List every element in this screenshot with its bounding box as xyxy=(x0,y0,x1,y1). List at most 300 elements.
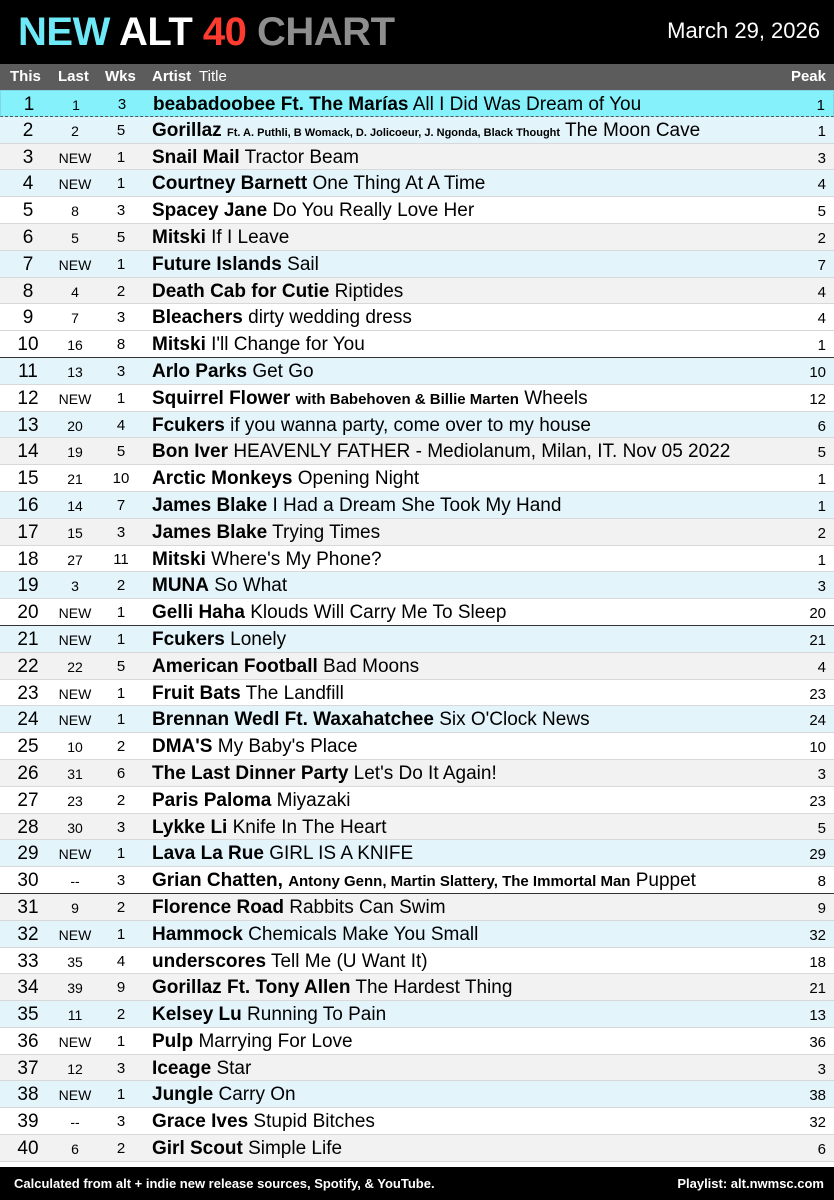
rank-this-week: 11 xyxy=(18,360,38,382)
rank-last-week: 21 xyxy=(67,471,83,488)
rank-this-week: 30 xyxy=(17,870,39,892)
song-title: Do You Really Love Her xyxy=(272,200,475,222)
rank-this-week: 17 xyxy=(17,521,39,543)
song-title: The Hardest Thing xyxy=(355,977,513,999)
table-row xyxy=(0,438,834,465)
song-title: So What xyxy=(214,575,288,597)
song-title: Puppet xyxy=(635,870,696,892)
weeks-on-chart: 1 xyxy=(116,711,126,729)
artist-name: James Blake xyxy=(152,521,268,543)
weeks-on-chart: 1 xyxy=(116,684,126,702)
artist-name: Arctic Monkeys xyxy=(152,468,293,490)
chart-title xyxy=(18,10,395,55)
peak-position: 3 xyxy=(817,578,826,596)
rank-last-week: 19 xyxy=(67,444,83,461)
artist-name: Squirrel Flower xyxy=(152,387,291,409)
table-row xyxy=(0,1081,834,1108)
weeks-on-chart: 5 xyxy=(116,228,126,246)
weeks-on-chart: 4 xyxy=(116,952,126,970)
song-entry xyxy=(152,200,474,222)
table-row xyxy=(0,814,834,841)
table-row xyxy=(0,170,834,197)
table-row xyxy=(0,599,834,626)
table-row xyxy=(0,197,834,224)
table-row xyxy=(0,948,834,975)
peak-position: 32 xyxy=(809,926,826,944)
table-row xyxy=(0,572,834,599)
artist-name: Grian Chatten, xyxy=(152,870,283,892)
peak-position: 10 xyxy=(809,363,826,381)
peak-position: 6 xyxy=(817,417,826,435)
artist-name: Iceage xyxy=(152,1057,212,1079)
song-title: Simple Life xyxy=(248,1138,343,1160)
song-entry xyxy=(152,307,412,329)
artist-name: Bon Iver xyxy=(152,441,229,463)
rank-this-week: 20 xyxy=(17,602,39,624)
song-entry xyxy=(152,1031,353,1053)
song-title: The Moon Cave xyxy=(565,119,701,141)
rank-last-week: 8 xyxy=(71,203,79,220)
rank-this-week: 35 xyxy=(17,1004,39,1026)
artist-name: Hammock xyxy=(152,923,243,945)
peak-position: 20 xyxy=(809,605,826,623)
rank-this-week: 3 xyxy=(22,146,34,168)
table-row xyxy=(0,760,834,787)
peak-position: 3 xyxy=(817,1060,826,1078)
featured-artists: Ft. A. Puthli, B Womack, D. Jolicoeur, J. Ngonda, Black Thought xyxy=(226,126,561,139)
weeks-on-chart: 1 xyxy=(116,148,126,166)
weeks-on-chart: 2 xyxy=(116,577,126,595)
song-title: Bad Moons xyxy=(323,655,420,677)
artist-name: Courtney Barnett xyxy=(152,173,308,195)
table-row xyxy=(0,680,834,707)
rank-last-week: NEW xyxy=(58,926,92,943)
artist-name: Lykke Li xyxy=(152,816,228,838)
weeks-on-chart: 9 xyxy=(116,979,126,997)
rank-last-week: 15 xyxy=(67,524,83,541)
weeks-on-chart: 3 xyxy=(117,96,127,113)
artist-name: MUNA xyxy=(152,575,209,597)
table-row xyxy=(0,1108,834,1135)
rank-last-week: 7 xyxy=(71,310,79,327)
song-title: Knife In The Heart xyxy=(232,816,387,838)
peak-position: 21 xyxy=(809,980,826,998)
featured-artists: Antony Genn, Martin Slattery, The Immortal Man xyxy=(288,873,631,891)
song-title: Six O'Clock News xyxy=(439,709,590,731)
song-title: Sail xyxy=(287,253,319,275)
weeks-on-chart: 1 xyxy=(116,175,126,193)
rank-last-week: 39 xyxy=(67,980,83,997)
title-alt: ALT xyxy=(118,10,193,54)
chart-date: March 29, 2026 xyxy=(667,18,820,43)
peak-position: 36 xyxy=(809,1033,826,1051)
song-entry xyxy=(152,683,344,705)
song-title: Let's Do It Again! xyxy=(353,762,497,784)
peak-position: 9 xyxy=(817,899,826,917)
rank-this-week: 32 xyxy=(17,923,39,945)
song-entry xyxy=(152,629,286,651)
weeks-on-chart: 7 xyxy=(116,496,126,514)
peak-position: 5 xyxy=(817,203,826,221)
rank-last-week: 35 xyxy=(67,953,83,970)
column-wks: Wks xyxy=(105,68,136,85)
rank-last-week: 31 xyxy=(67,765,83,782)
song-title: I'll Change for You xyxy=(211,334,365,356)
song-entry xyxy=(152,870,696,892)
rank-this-week: 36 xyxy=(17,1030,39,1052)
peak-position: 4 xyxy=(817,658,826,676)
artist-name: American Football xyxy=(152,655,318,677)
song-title: One Thing At A Time xyxy=(312,173,486,195)
artist-name: Death Cab for Cutie xyxy=(152,280,330,302)
peak-position: 2 xyxy=(817,524,826,542)
rank-this-week: 38 xyxy=(17,1084,39,1106)
table-row xyxy=(0,1055,834,1082)
weeks-on-chart: 3 xyxy=(116,1059,126,1077)
song-title: Running To Pain xyxy=(247,1004,387,1026)
rank-last-week: 16 xyxy=(67,337,83,354)
title-chart: CHART xyxy=(257,10,395,54)
rank-this-week: 9 xyxy=(22,307,34,329)
rank-this-week: 1 xyxy=(23,94,35,115)
rank-this-week: 8 xyxy=(22,280,34,302)
weeks-on-chart: 1 xyxy=(116,255,126,273)
peak-position: 21 xyxy=(809,631,826,649)
rank-this-week: 6 xyxy=(22,226,34,248)
weeks-on-chart: 1 xyxy=(116,389,126,407)
song-entry xyxy=(152,709,590,731)
table-row xyxy=(0,626,834,653)
column-this: This xyxy=(10,68,41,85)
song-entry xyxy=(152,147,359,169)
artist-name: Fcukers xyxy=(152,414,225,436)
table-row xyxy=(0,304,834,331)
rank-this-week: 12 xyxy=(17,387,39,409)
weeks-on-chart: 3 xyxy=(116,1113,126,1131)
song-entry xyxy=(152,227,289,249)
peak-position: 23 xyxy=(809,685,826,703)
rank-last-week: NEW xyxy=(58,846,92,863)
weeks-on-chart: 1 xyxy=(116,1032,126,1050)
rank-this-week: 37 xyxy=(17,1057,39,1079)
artist-name: Gelli Haha xyxy=(152,602,245,624)
rank-last-week: 2 xyxy=(71,122,79,139)
song-title: Where's My Phone? xyxy=(211,548,382,570)
weeks-on-chart: 10 xyxy=(112,470,130,488)
table-row xyxy=(0,787,834,814)
rank-last-week: 20 xyxy=(67,417,83,434)
song-entry xyxy=(152,415,591,437)
rank-last-week: 4 xyxy=(71,283,79,300)
footer-sources: Calculated from alt + indie new release sources, Spotify, & YouTube. xyxy=(14,1176,435,1191)
artist-name: Gorillaz Ft. Tony Allen xyxy=(152,977,351,999)
artist-name: Gorillaz xyxy=(152,119,222,141)
table-row xyxy=(0,251,834,278)
song-title: Wheels xyxy=(524,387,588,409)
peak-position: 23 xyxy=(809,792,826,810)
rank-last-week: NEW xyxy=(58,1033,92,1050)
chart-footer xyxy=(0,1167,834,1200)
rank-this-week: 16 xyxy=(17,494,39,516)
weeks-on-chart: 2 xyxy=(116,282,126,300)
weeks-on-chart: 3 xyxy=(116,309,126,327)
song-entry xyxy=(152,656,419,678)
weeks-on-chart: 4 xyxy=(116,416,126,434)
song-entry xyxy=(152,361,314,383)
peak-position: 6 xyxy=(817,1141,826,1159)
table-row xyxy=(0,840,834,867)
song-title: I Had a Dream She Took My Hand xyxy=(272,494,562,516)
artist-name: Grace Ives xyxy=(152,1111,249,1133)
song-entry xyxy=(152,173,485,195)
weeks-on-chart: 1 xyxy=(116,604,126,622)
song-entry xyxy=(152,522,380,544)
rank-last-week: NEW xyxy=(58,256,92,273)
song-entry xyxy=(152,388,588,410)
peak-position: 8 xyxy=(817,873,826,891)
table-row xyxy=(0,117,834,144)
song-entry xyxy=(152,817,386,839)
peak-position: 1 xyxy=(817,551,826,569)
song-title: Tell Me (U Want It) xyxy=(270,950,428,972)
rank-this-week: 25 xyxy=(17,736,39,758)
song-title: Stupid Bitches xyxy=(253,1111,375,1133)
column-title: Title xyxy=(199,68,227,85)
rank-last-week: 9 xyxy=(71,899,79,916)
chart-header xyxy=(0,0,834,62)
song-title: Lonely xyxy=(230,628,287,650)
song-title: Chemicals Make You Small xyxy=(248,923,479,945)
peak-position: 13 xyxy=(809,1007,826,1025)
artist-name: Spacey Jane xyxy=(152,200,268,222)
peak-position: 1 xyxy=(817,337,826,355)
rank-this-week: 24 xyxy=(17,709,39,731)
table-row xyxy=(0,465,834,492)
rank-this-week: 40 xyxy=(17,1138,39,1160)
rank-last-week: 6 xyxy=(71,1141,79,1158)
column-last: Last xyxy=(58,68,89,85)
table-row xyxy=(0,894,834,921)
table-row xyxy=(0,733,834,760)
song-title: Riptides xyxy=(334,280,404,302)
table-row xyxy=(0,1135,834,1162)
peak-position: 4 xyxy=(817,176,826,194)
rank-this-week: 27 xyxy=(17,789,39,811)
rank-last-week: 11 xyxy=(67,1007,83,1024)
rank-last-week: 3 xyxy=(71,578,79,595)
title-number: 40 xyxy=(202,10,247,54)
rank-this-week: 19 xyxy=(17,575,39,597)
song-entry xyxy=(152,495,561,517)
peak-position: 10 xyxy=(809,739,826,757)
rank-this-week: 7 xyxy=(22,253,34,275)
song-title: Miyazaki xyxy=(276,789,351,811)
song-title: Get Go xyxy=(252,360,314,382)
weeks-on-chart: 1 xyxy=(116,1086,126,1104)
artist-name: Fruit Bats xyxy=(152,682,241,704)
artist-name: Mitski xyxy=(152,334,206,356)
table-row xyxy=(0,385,834,412)
rank-last-week: 14 xyxy=(67,497,83,514)
peak-position: 1 xyxy=(817,471,826,489)
weeks-on-chart: 5 xyxy=(116,657,126,675)
rank-last-week: NEW xyxy=(58,149,92,166)
song-entry xyxy=(152,281,403,303)
table-row xyxy=(0,412,834,439)
weeks-on-chart: 3 xyxy=(116,872,126,890)
song-entry xyxy=(152,790,351,812)
rank-last-week: NEW xyxy=(58,712,92,729)
rank-last-week: -- xyxy=(70,1114,80,1131)
artist-name: Bleachers xyxy=(152,307,243,329)
artist-name: James Blake xyxy=(152,494,268,516)
chart-table xyxy=(0,90,834,1167)
rank-last-week: NEW xyxy=(58,390,92,407)
song-title: Trying Times xyxy=(272,521,381,543)
peak-position: 3 xyxy=(817,765,826,783)
column-header-row xyxy=(0,64,834,90)
rank-last-week: -- xyxy=(70,873,80,890)
table-row xyxy=(0,921,834,948)
rank-last-week: 30 xyxy=(67,819,83,836)
song-entry xyxy=(152,1138,342,1160)
table-row xyxy=(0,546,834,573)
table-row xyxy=(0,1001,834,1028)
rank-last-week: 1 xyxy=(72,97,80,113)
song-title: dirty wedding dress xyxy=(248,307,412,329)
column-peak: Peak xyxy=(790,68,826,85)
table-row xyxy=(0,224,834,251)
rank-last-week: 27 xyxy=(67,551,83,568)
artist-name: Mitski xyxy=(152,548,206,570)
song-entry xyxy=(152,977,512,999)
artist-name: Snail Mail xyxy=(152,146,240,168)
rank-last-week: NEW xyxy=(58,176,92,193)
table-row xyxy=(0,1028,834,1055)
peak-position: 12 xyxy=(809,390,826,408)
rank-this-week: 39 xyxy=(17,1111,39,1133)
rank-this-week: 28 xyxy=(17,816,39,838)
song-entry xyxy=(152,549,382,571)
artist-name: Paris Paloma xyxy=(152,789,272,811)
song-title: Star xyxy=(216,1057,252,1079)
artist-name: Jungle xyxy=(152,1084,214,1106)
rank-this-week: 14 xyxy=(17,441,39,463)
rank-last-week: NEW xyxy=(58,685,92,702)
weeks-on-chart: 3 xyxy=(116,362,126,380)
rank-this-week: 15 xyxy=(17,468,39,490)
artist-name: Arlo Parks xyxy=(152,360,248,382)
song-entry xyxy=(152,897,446,919)
weeks-on-chart: 2 xyxy=(116,1140,126,1158)
song-title: GIRL IS A KNIFE xyxy=(269,843,414,865)
rank-last-week: 13 xyxy=(67,363,83,380)
song-entry xyxy=(152,575,287,597)
rank-this-week: 4 xyxy=(22,173,34,195)
peak-position: 38 xyxy=(809,1087,826,1105)
song-entry xyxy=(152,120,700,142)
song-title: Tractor Beam xyxy=(244,146,359,168)
rank-this-week: 23 xyxy=(17,682,39,704)
peak-position: 2 xyxy=(817,229,826,247)
rank-last-week: 23 xyxy=(67,792,83,809)
song-entry xyxy=(152,924,478,946)
weeks-on-chart: 2 xyxy=(116,791,126,809)
weeks-on-chart: 6 xyxy=(116,764,126,782)
table-row xyxy=(0,358,834,385)
rank-last-week: 12 xyxy=(67,1060,83,1077)
artist-name: Florence Road xyxy=(152,896,284,918)
rank-last-week: NEW xyxy=(58,631,92,648)
table-row xyxy=(0,706,834,733)
weeks-on-chart: 5 xyxy=(116,121,126,139)
song-title: if you wanna party, come over to my house xyxy=(230,414,591,436)
rank-this-week: 29 xyxy=(17,843,39,865)
artist-name: Future Islands xyxy=(152,253,282,275)
song-entry xyxy=(152,468,419,490)
rank-this-week: 22 xyxy=(17,655,39,677)
weeks-on-chart: 2 xyxy=(116,1006,126,1024)
artist-name: DMA'S xyxy=(152,736,213,758)
song-entry xyxy=(152,1004,386,1026)
table-row xyxy=(0,974,834,1001)
song-entry xyxy=(152,254,319,276)
weeks-on-chart: 2 xyxy=(116,738,126,756)
song-entry xyxy=(153,94,641,116)
peak-position: 1 xyxy=(817,497,826,515)
artist-name: Lava La Rue xyxy=(152,843,264,865)
rank-last-week: NEW xyxy=(58,605,92,622)
rank-this-week: 18 xyxy=(17,548,39,570)
footer-playlist[interactable]: Playlist: alt.nwmsc.com xyxy=(677,1176,824,1191)
artist-name: Brennan Wedl Ft. Waxahatchee xyxy=(152,709,434,731)
rank-this-week: 34 xyxy=(17,977,39,999)
artist-name: beabadoobee Ft. The Marías xyxy=(153,94,409,115)
song-title: Rabbits Can Swim xyxy=(289,896,446,918)
rank-last-week: 5 xyxy=(71,229,79,246)
rank-this-week: 2 xyxy=(22,119,34,141)
peak-position: 18 xyxy=(809,953,826,971)
song-entry xyxy=(152,951,428,973)
rank-this-week: 26 xyxy=(17,762,39,784)
song-title: Marrying For Love xyxy=(198,1030,353,1052)
rank-last-week: 10 xyxy=(67,739,83,756)
table-row xyxy=(0,331,834,358)
song-entry xyxy=(152,1058,251,1080)
table-row xyxy=(0,867,834,894)
rank-this-week: 13 xyxy=(17,414,39,436)
peak-position: 3 xyxy=(817,149,826,167)
song-title: Carry On xyxy=(218,1084,296,1106)
weeks-on-chart: 1 xyxy=(116,630,126,648)
featured-artists: with Babehoven & Billie Marten xyxy=(295,390,519,408)
rank-this-week: 33 xyxy=(17,950,39,972)
rank-this-week: 5 xyxy=(22,200,34,222)
song-title: HEAVENLY FATHER - Mediolanum, Milan, IT. Nov 05 2022 xyxy=(233,441,731,463)
rank-this-week: 31 xyxy=(17,896,39,918)
song-entry xyxy=(152,843,413,865)
table-row xyxy=(0,653,834,680)
peak-position: 7 xyxy=(817,256,826,274)
table-row xyxy=(0,492,834,519)
peak-position: 4 xyxy=(817,283,826,301)
weeks-on-chart: 1 xyxy=(116,845,126,863)
song-title: My Baby's Place xyxy=(217,736,358,758)
weeks-on-chart: 1 xyxy=(116,925,126,943)
artist-name: Pulp xyxy=(152,1030,194,1052)
song-entry xyxy=(152,441,730,463)
peak-position: 5 xyxy=(817,819,826,837)
